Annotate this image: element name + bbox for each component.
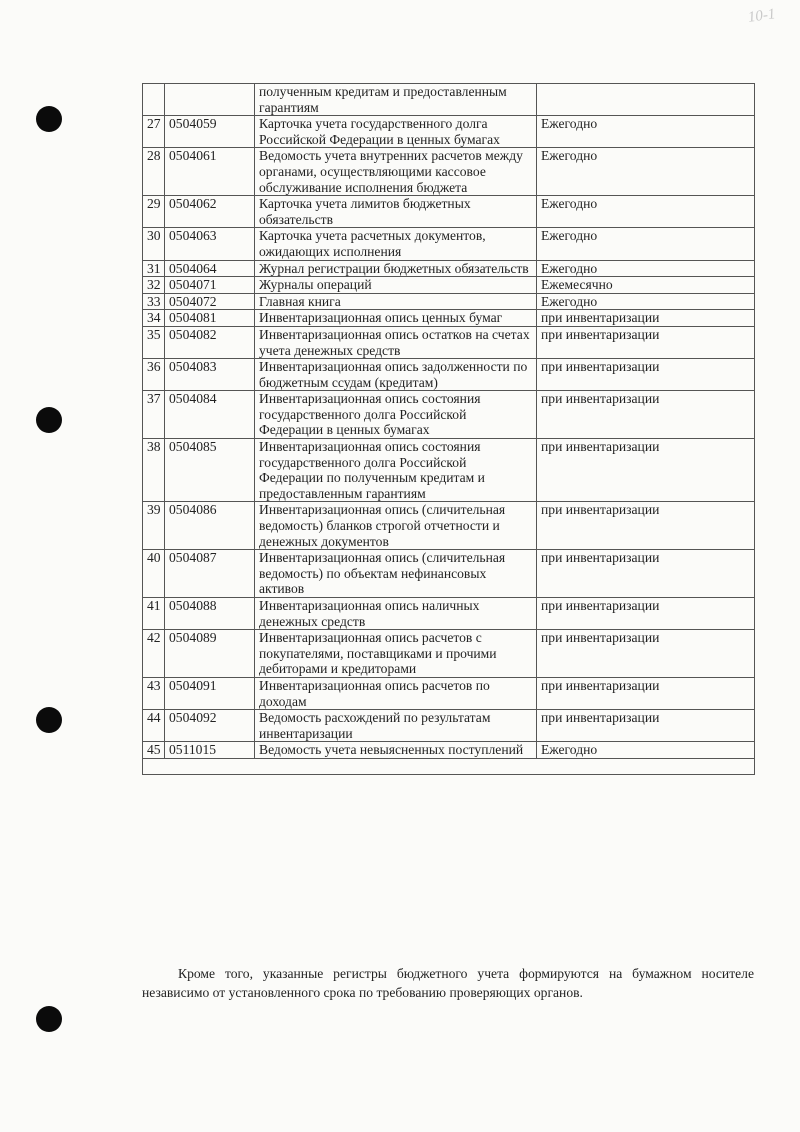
table-row bbox=[143, 598, 755, 630]
row-number: 42 bbox=[143, 630, 165, 678]
form-code: 0504081 bbox=[165, 310, 255, 327]
row-number: 36 bbox=[143, 359, 165, 391]
frequency: Ежемесячно bbox=[537, 277, 755, 294]
binder-hole bbox=[36, 106, 62, 132]
form-code: 0504084 bbox=[165, 391, 255, 439]
register-name: Инвентаризационная опись наличных денежных средств bbox=[255, 598, 537, 630]
table-row bbox=[143, 677, 755, 709]
frequency: Ежегодно bbox=[537, 148, 755, 196]
table-row bbox=[143, 228, 755, 260]
frequency: Ежегодно bbox=[537, 260, 755, 277]
table-row bbox=[143, 148, 755, 196]
row-number: 40 bbox=[143, 550, 165, 598]
frequency: Ежегодно bbox=[537, 116, 755, 148]
form-code: 0504088 bbox=[165, 598, 255, 630]
form-code: 0504083 bbox=[165, 359, 255, 391]
empty-cell bbox=[143, 758, 755, 774]
form-code: 0504092 bbox=[165, 710, 255, 742]
form-code: 0504086 bbox=[165, 502, 255, 550]
register-name: Инвентаризационная опись (сличительная ведомость) по объектам нефинансовых активов bbox=[255, 550, 537, 598]
row-number: 43 bbox=[143, 677, 165, 709]
table-row bbox=[143, 439, 755, 502]
form-code: 0504082 bbox=[165, 326, 255, 358]
table-row bbox=[143, 116, 755, 148]
row-number: 44 bbox=[143, 710, 165, 742]
register-name: Инвентаризационная опись остатков на счетах учета денежных средств bbox=[255, 326, 537, 358]
binder-hole bbox=[36, 407, 62, 433]
frequency: при инвентаризации bbox=[537, 550, 755, 598]
table-row bbox=[143, 391, 755, 439]
register-name: Инвентаризационная опись (сличительная ведомость) бланков строгой отчетности и денежных документов bbox=[255, 502, 537, 550]
frequency: Ежегодно bbox=[537, 293, 755, 310]
form-code: 0504091 bbox=[165, 677, 255, 709]
register-name: Инвентаризационная опись задолженности по бюджетным ссудам (кредитам) bbox=[255, 359, 537, 391]
register-name: Инвентаризационная опись ценных бумаг bbox=[255, 310, 537, 327]
register-name: Ведомость учета внутренних расчетов между органами, осуществляющими кассовое обслуживание исполнения бюджета bbox=[255, 148, 537, 196]
row-number: 33 bbox=[143, 293, 165, 310]
row-number: 34 bbox=[143, 310, 165, 327]
row-number bbox=[143, 84, 165, 116]
register-name: Инвентаризационная опись расчетов по доходам bbox=[255, 677, 537, 709]
row-number: 45 bbox=[143, 742, 165, 759]
row-number: 39 bbox=[143, 502, 165, 550]
frequency: при инвентаризации bbox=[537, 630, 755, 678]
register-name: Инвентаризационная опись состояния государственного долга Российской Федерации по полученным кредитам и предоставленным гарантиям bbox=[255, 439, 537, 502]
register-name: Ведомость расхождений по результатам инвентаризации bbox=[255, 710, 537, 742]
form-code: 0504064 bbox=[165, 260, 255, 277]
table-row bbox=[143, 359, 755, 391]
footer-note: Кроме того, указанные регистры бюджетного учета формируются на бумажном носителе независимо от установленного срока по требованию проверяющих органов. bbox=[142, 966, 754, 1000]
row-number: 37 bbox=[143, 391, 165, 439]
table-row bbox=[143, 293, 755, 310]
frequency: при инвентаризации bbox=[537, 359, 755, 391]
table-row bbox=[143, 310, 755, 327]
table-row bbox=[143, 742, 755, 759]
row-number: 28 bbox=[143, 148, 165, 196]
table-row bbox=[143, 196, 755, 228]
form-code: 0504085 bbox=[165, 439, 255, 502]
register-name: Главная книга bbox=[255, 293, 537, 310]
row-number: 38 bbox=[143, 439, 165, 502]
page-number: 10-1 bbox=[746, 6, 777, 26]
table-row-empty bbox=[143, 758, 755, 774]
frequency: при инвентаризации bbox=[537, 677, 755, 709]
table-row bbox=[143, 550, 755, 598]
table-row bbox=[143, 260, 755, 277]
row-number: 30 bbox=[143, 228, 165, 260]
form-code bbox=[165, 84, 255, 116]
row-number: 31 bbox=[143, 260, 165, 277]
register-name: полученным кредитам и предоставленным гарантиям bbox=[255, 84, 537, 116]
register-name: Журнал регистрации бюджетных обязательств bbox=[255, 260, 537, 277]
frequency: при инвентаризации bbox=[537, 598, 755, 630]
register-name: Ведомость учета невыясненных поступлений bbox=[255, 742, 537, 759]
form-code: 0504071 bbox=[165, 277, 255, 294]
frequency: при инвентаризации bbox=[537, 710, 755, 742]
row-number: 35 bbox=[143, 326, 165, 358]
registry-table bbox=[142, 83, 755, 775]
table-row bbox=[143, 277, 755, 294]
frequency: при инвентаризации bbox=[537, 439, 755, 502]
registry-table-body bbox=[143, 84, 755, 775]
register-name: Инвентаризационная опись состояния государственного долга Российской Федерации в ценных бумагах bbox=[255, 391, 537, 439]
frequency: Ежегодно bbox=[537, 228, 755, 260]
row-number: 41 bbox=[143, 598, 165, 630]
table-row bbox=[143, 630, 755, 678]
form-code: 0504059 bbox=[165, 116, 255, 148]
frequency: при инвентаризации bbox=[537, 326, 755, 358]
row-number: 29 bbox=[143, 196, 165, 228]
register-name: Карточка учета лимитов бюджетных обязательств bbox=[255, 196, 537, 228]
frequency: при инвентаризации bbox=[537, 502, 755, 550]
table-row bbox=[143, 84, 755, 116]
frequency bbox=[537, 84, 755, 116]
form-code: 0504062 bbox=[165, 196, 255, 228]
register-name: Карточка учета государственного долга Российской Федерации в ценных бумагах bbox=[255, 116, 537, 148]
row-number: 27 bbox=[143, 116, 165, 148]
frequency: при инвентаризации bbox=[537, 310, 755, 327]
form-code: 0511015 bbox=[165, 742, 255, 759]
form-code: 0504089 bbox=[165, 630, 255, 678]
table-row bbox=[143, 326, 755, 358]
table-row bbox=[143, 710, 755, 742]
form-code: 0504063 bbox=[165, 228, 255, 260]
form-code: 0504061 bbox=[165, 148, 255, 196]
register-name: Инвентаризационная опись расчетов с покупателями, поставщиками и прочими дебиторами и кредиторами bbox=[255, 630, 537, 678]
register-name: Карточка учета расчетных документов, ожидающих исполнения bbox=[255, 228, 537, 260]
frequency: Ежегодно bbox=[537, 742, 755, 759]
binder-hole bbox=[36, 707, 62, 733]
register-name: Журналы операций bbox=[255, 277, 537, 294]
row-number: 32 bbox=[143, 277, 165, 294]
registry-table-wrapper bbox=[142, 83, 754, 775]
table-row bbox=[143, 502, 755, 550]
binder-hole bbox=[36, 1006, 62, 1032]
form-code: 0504087 bbox=[165, 550, 255, 598]
frequency: при инвентаризации bbox=[537, 391, 755, 439]
frequency: Ежегодно bbox=[537, 196, 755, 228]
form-code: 0504072 bbox=[165, 293, 255, 310]
